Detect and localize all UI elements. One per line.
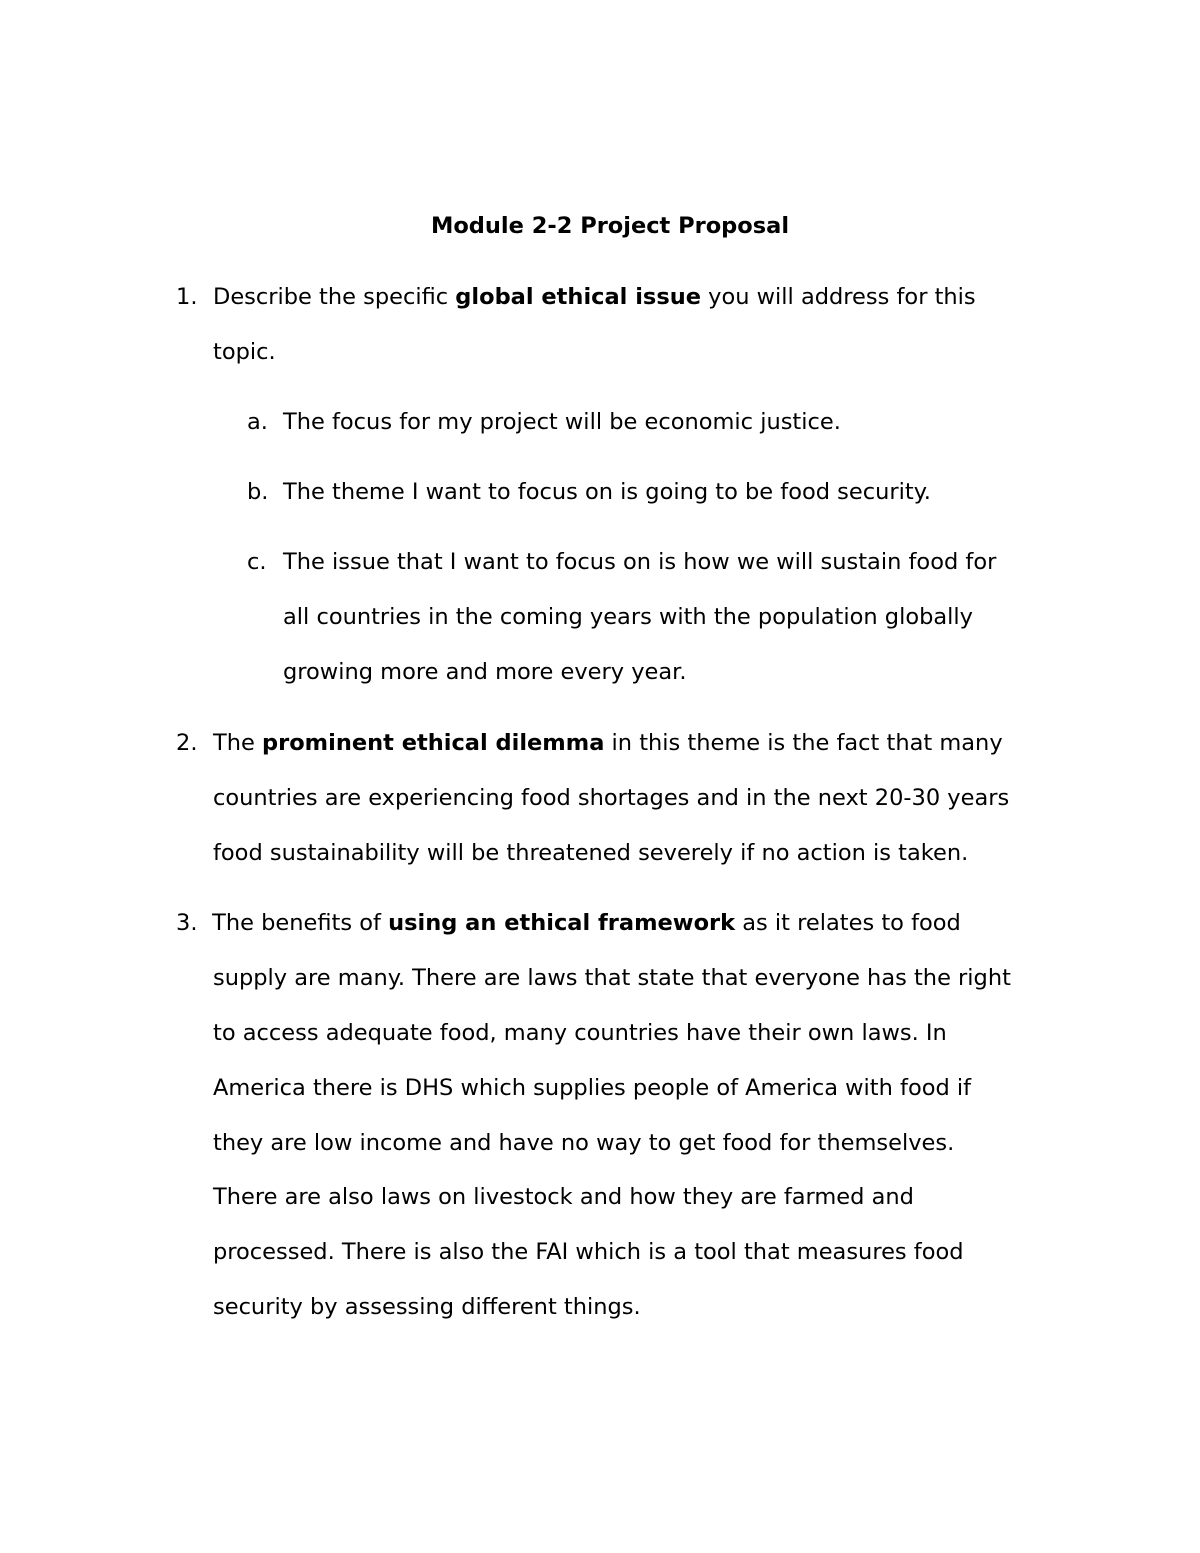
item1-line1-pre: Describe the specific bbox=[213, 284, 456, 310]
item2-line3: food sustainability will be threatened severely if no action is taken. bbox=[213, 840, 969, 866]
list-marker-c: c. bbox=[247, 549, 267, 575]
item3-line4: America there is DHS which supplies people of America with food if bbox=[213, 1075, 972, 1101]
item1-line1 bbox=[213, 279, 976, 315]
document-title: Module 2-2 Project Proposal bbox=[430, 213, 790, 239]
sub-c-line3: growing more and more every year. bbox=[283, 659, 687, 685]
item3-line2: supply are many. There are laws that state that everyone has the right bbox=[213, 965, 1011, 991]
item1-line2: topic. bbox=[213, 339, 276, 365]
list-marker-2: 2. bbox=[176, 730, 198, 756]
item3-line7: processed. There is also the FAI which is a tool that measures food bbox=[213, 1239, 964, 1265]
item3-line8: security by assessing different things. bbox=[213, 1294, 641, 1320]
item3-line1-pre: The benefits of bbox=[205, 910, 389, 936]
sub-b-line1: The theme I want to focus on is going to be food security. bbox=[283, 479, 931, 505]
item2-line1-pre: The bbox=[213, 730, 262, 756]
sub-a-line1: The focus for my project will be economic justice. bbox=[283, 409, 841, 435]
list-marker-3: 3. bbox=[176, 910, 198, 936]
sub-c-line1: The issue that I want to focus on is how we will sustain food for bbox=[283, 549, 997, 575]
item2-line1-post: in this theme is the fact that many bbox=[604, 730, 1003, 756]
list-marker-b: b. bbox=[247, 479, 269, 505]
item3-line5: they are low income and have no way to get food for themselves. bbox=[213, 1130, 955, 1156]
list-marker-a: a. bbox=[247, 409, 268, 435]
item1-line1-post: you will address for this bbox=[701, 284, 976, 310]
item3-line1-bold: using an ethical framework bbox=[388, 910, 736, 936]
item1-line1-bold: global ethical issue bbox=[455, 284, 701, 310]
item3-line3: to access adequate food, many countries have their own laws. In bbox=[213, 1020, 947, 1046]
item3-line1 bbox=[205, 905, 961, 941]
item2-line1 bbox=[213, 725, 1003, 761]
list-marker-1: 1. bbox=[176, 284, 198, 310]
sub-c-line2: all countries in the coming years with the population globally bbox=[283, 604, 973, 630]
item2-line1-bold: prominent ethical dilemma bbox=[262, 730, 605, 756]
item3-line1-post: as it relates to food bbox=[735, 910, 961, 936]
item2-line2: countries are experiencing food shortages and in the next 20-30 years bbox=[213, 785, 1010, 811]
item3-line6: There are also laws on livestock and how they are farmed and bbox=[213, 1184, 914, 1210]
